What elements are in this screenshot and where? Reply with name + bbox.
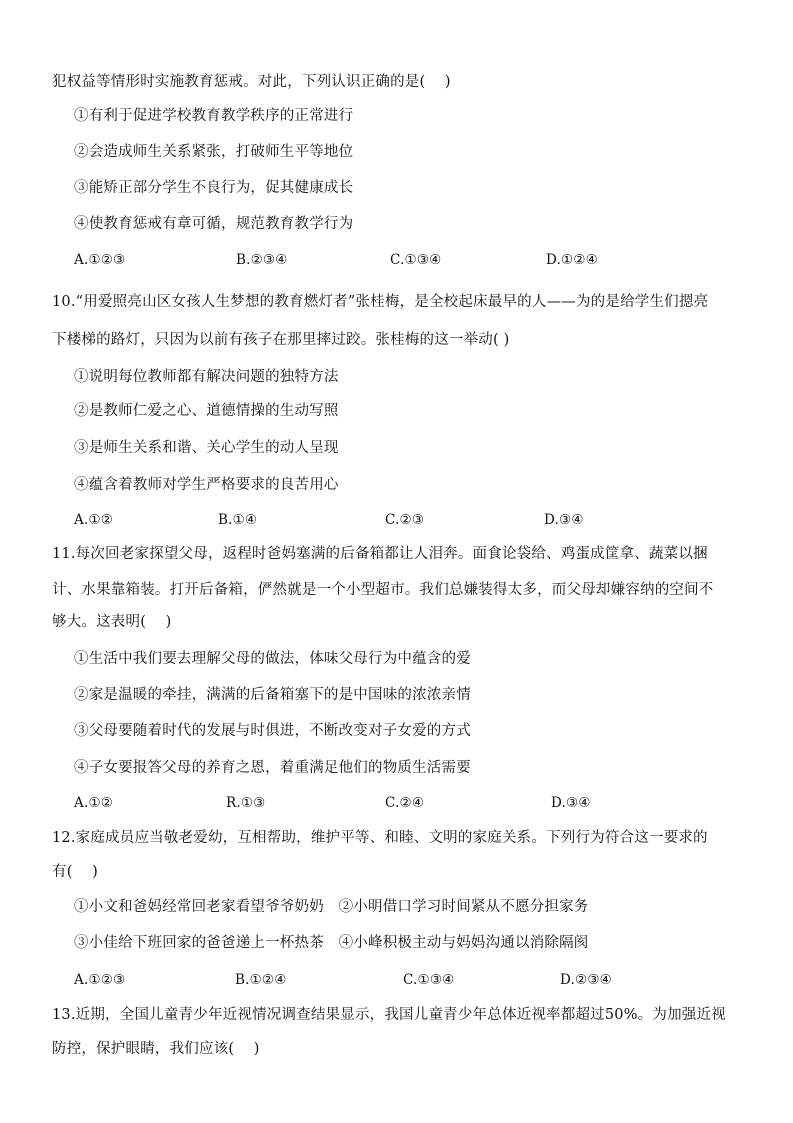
q13-stem-line-2: 防控，保护眼睛，我们应该( )	[52, 1041, 260, 1057]
q12-stem-line-2: 有( )	[52, 864, 98, 880]
q11-answer-a: A.①②	[74, 795, 114, 811]
q11-option-3: ③父母要随着时代的发展与时俱进，不断改变对子女爱的方式	[74, 723, 471, 739]
q12-option-row-2: ③小佳给下班回家的爸爸递上一杯热茶 ④小峰积极主动与妈妈沟通以消除隔阂	[74, 935, 589, 951]
q10-answer-a: A.①②	[74, 512, 114, 528]
q9-option-1: ①有利于促进学校教育教学秩序的正常进行	[74, 108, 354, 124]
q10-answer-d: D.③④	[544, 512, 584, 528]
q9-stem: 犯权益等情形时实施教育惩戒。对此，下列认识正确的是( )	[52, 74, 451, 90]
q11-option-1: ①生活中我们要去理解父母的做法，体味父母行为中蕴含的爱	[74, 651, 471, 667]
q10-answer-b: B.①④	[218, 512, 258, 528]
q11-stem-line-2: 计、水果靠箱装。打开后备箱，俨然就是一个小型超市。我们总嫌装得太多，而父母却嫌容纳的空间不	[52, 582, 714, 598]
q12-option-row-1: ①小文和爸妈经常回老家看望爷爷奶奶 ②小明借口学习时间紧从不愿分担家务	[74, 899, 589, 915]
q11-option-2: ②家是温暖的牵挂，满满的后备箱塞下的是中国味的浓浓亲情	[74, 687, 471, 703]
q12-stem-line-1: 12.家庭成员应当敬老爱幼，互相帮助，维护平等、和睦、文明的家庭关系。下列行为符合这一要求的	[52, 830, 708, 846]
q12-answer-d: D.②③④	[560, 972, 612, 988]
q11-answer-c: C.②④	[385, 795, 425, 811]
q13-stem-line-1: 13.近期，全国儿童青少年近视情况调查结果显示，我国儿童青少年总体近视率都超过50%。为加强近视	[52, 1007, 726, 1023]
q10-answer-c: C.②③	[385, 512, 425, 528]
q9-option-4: ④使教育惩戒有章可循，规范教育教学行为	[74, 216, 354, 232]
q10-option-4: ④蕴含着教师对学生严格要求的良苦用心	[74, 477, 339, 493]
q11-stem-line-3: 够大。这表明( )	[52, 614, 172, 630]
q10-option-2: ②是教师仁爱之心、道德情操的生动写照	[74, 403, 339, 419]
q9-option-3: ③能矫正部分学生不良行为，促其健康成长	[74, 180, 354, 196]
q12-answer-b: B.①②④	[235, 972, 287, 988]
q11-stem-line-1: 11.每次回老家探望父母，返程时爸妈塞满的后备箱都让人泪奔。面食论袋给、鸡蛋成筐拿、蔬菜以捆	[52, 546, 708, 562]
q10-stem-line-1: 10.“用爱照亮山区女孩人生梦想的教育燃灯者”张桂梅，是全校起床最早的人——为的是给学生们摁亮	[52, 294, 709, 310]
q10-stem-line-2: 下楼梯的路灯，只因为以前有孩子在那里摔过跤。张桂梅的这一举动( )	[52, 332, 510, 348]
q9-option-2: ②会造成师生关系紧张，打破师生平等地位	[74, 144, 354, 160]
q10-option-1: ①说明每位教师都有解决问题的独特方法	[74, 369, 339, 385]
q9-answer-c: C.①③④	[390, 252, 442, 268]
q9-answer-d: D.①②④	[546, 252, 598, 268]
q11-answer-d: D.③④	[551, 795, 591, 811]
q10-option-3: ③是师生关系和谐、关心学生的动人呈现	[74, 440, 339, 456]
q12-answer-c: C.①③④	[403, 972, 455, 988]
q9-answer-b: B.②③④	[236, 252, 288, 268]
q11-answer-b: R.①③	[226, 795, 266, 811]
q11-option-4: ④子女要报答父母的养育之恩，着重满足他们的物质生活需要	[74, 760, 471, 776]
q9-answer-a: A.①②③	[74, 252, 126, 268]
q12-answer-a: A.①②③	[74, 972, 126, 988]
